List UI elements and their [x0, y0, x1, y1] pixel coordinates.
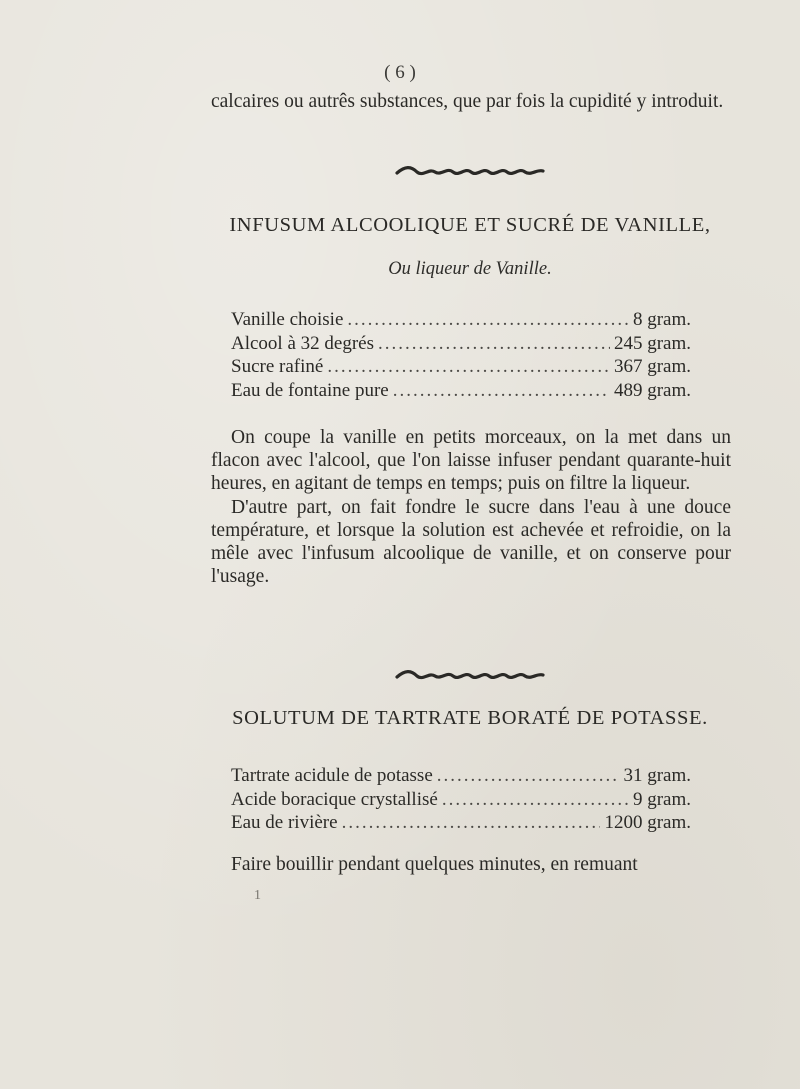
- ingredient-name: Eau de rivière: [231, 812, 338, 833]
- ingredient-quantity: 1200 gram.: [604, 812, 691, 833]
- ingredient-quantity: 31 gram.: [623, 765, 691, 786]
- ingredient-row: [231, 789, 691, 813]
- dot-leader: [393, 380, 610, 402]
- section1-paragraph2: D'autre part, on fait fondre le sucre dans l'eau à une douce température, et lorsque la solution est achevée et refroidie, on la mêle avec l'infusum alcoolique de vanille, et on conserve pour l'usage.: [211, 496, 731, 588]
- ingredient-row: [231, 765, 691, 789]
- ingredient-quantity: 367 gram.: [613, 356, 691, 377]
- dot-leader: [347, 309, 629, 331]
- section1-paragraph1: On coupe la vanille en petits morceaux, on la met dans un flacon avec l'alcool, que l'on laisse infuser pendant quarante-huit heures, en agitant de temps en temps; puis on filtre la liqueur.: [211, 427, 731, 495]
- dot-leader: [342, 812, 601, 834]
- ingredient-name: Alcool à 32 degrés: [231, 332, 374, 354]
- ingredient-name: Vanille choisie: [231, 309, 344, 330]
- dot-leader: [442, 789, 629, 811]
- section1-body: [211, 426, 731, 588]
- section2-paragraph: Faire bouillir pendant quelques minutes, en remuant: [231, 854, 638, 875]
- section1-subtitle: Ou liqueur de Vanille.: [388, 259, 552, 279]
- ornamental-divider-icon: [395, 668, 545, 684]
- dot-leader: [437, 765, 620, 787]
- ingredient-row: [231, 309, 691, 333]
- section2-title: SOLUTUM DE TARTRATE BORATÉ DE POTASSE.: [232, 707, 708, 729]
- ingredient-name: Sucre rafiné: [231, 356, 324, 377]
- ingredient-name: Tartrate acidule de potasse: [231, 765, 433, 786]
- ingredient-name: Acide boracique crystallisé: [231, 788, 438, 810]
- dot-leader: [378, 333, 610, 355]
- ingredient-name: Eau de fontaine pure: [231, 379, 389, 401]
- section2-body: [211, 853, 731, 876]
- ingredient-row: [231, 812, 691, 836]
- section1-ingredients: [231, 309, 691, 403]
- ornamental-divider-icon: [395, 164, 545, 180]
- ingredient-quantity: 489 gram.: [613, 379, 691, 401]
- dot-leader: [327, 356, 610, 378]
- page-number: ( 6 ): [384, 62, 416, 83]
- intro-paragraph: [211, 90, 731, 113]
- ingredient-row: [231, 333, 691, 357]
- signature-mark: 1: [254, 888, 261, 903]
- ingredient-row: [231, 380, 691, 404]
- ingredient-quantity: 9 gram.: [632, 788, 691, 810]
- ingredient-quantity: 245 gram.: [613, 332, 691, 354]
- section2-ingredients: [231, 765, 691, 836]
- intro-text: calcaires ou autrês substances, que par fois la cupidité y introduit.: [211, 91, 724, 112]
- ingredient-quantity: 8 gram.: [632, 309, 691, 330]
- section1-title: INFUSUM ALCOOLIQUE ET SUCRÉ DE VANILLE,: [229, 214, 711, 236]
- ingredient-row: [231, 356, 691, 380]
